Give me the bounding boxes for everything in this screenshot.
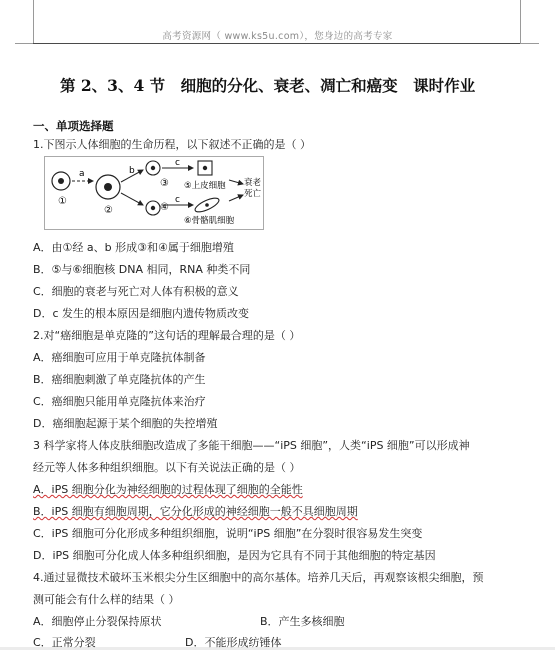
q3-stem-line-1: 3 科学家将人体皮肤细胞改造成了多能干细胞——“iPS 细胞”，人类“iPS 细胞”可以形成神	[33, 439, 470, 452]
muscle-cell-label: ⑥骨骼肌细胞	[184, 216, 235, 226]
q2-stem: 2.对“癌细胞是单克隆的”这句话的理解最合理的是（ ）	[33, 329, 301, 342]
section-heading: 一、单项选择题	[33, 119, 114, 133]
q1-option-c: C．细胞的衰老与死亡对人体有积极的意义	[33, 285, 239, 298]
q4-option-d: D．不能形成纺锤体	[185, 636, 282, 649]
cell-lifecycle-svg	[45, 157, 263, 229]
q4-option-c: C．正常分裂	[33, 636, 96, 649]
cell-2-label: ②	[104, 205, 113, 216]
arrow-c2-label: c	[175, 195, 180, 205]
q2-option-a: A．癌细胞可应用于单克隆抗体制备	[33, 351, 206, 364]
arrow-a-label: a	[79, 169, 85, 179]
q1-option-d: D．c 发生的根本原因是细胞内遗传物质改变	[33, 307, 250, 320]
q4-option-a: A．细胞停止分裂保持原状	[33, 615, 162, 628]
q2-option-c: C．癌细胞只能用单克隆抗体来治疗	[33, 395, 206, 408]
cell-lifecycle-diagram	[44, 156, 264, 230]
q3-stem-line-2: 经元等人体多种组织细胞。以下有关说法正确的是（ ）	[33, 461, 301, 474]
q1-option-b: B．⑤与⑥细胞核 DNA 相同，RNA 种类不同	[33, 263, 251, 276]
q2-option-b: B．癌细胞刺激了单克隆抗体的产生	[33, 373, 206, 386]
cell-1-label: ①	[58, 196, 67, 207]
header-text: 高考资源网（ www.ks5u.com），您身边的高考专家	[162, 31, 393, 42]
arrow-c1-label: c	[175, 158, 180, 168]
q4-option-b: B．产生多核细胞	[260, 615, 345, 628]
header-rule	[33, 43, 520, 44]
q3-option-b: B．iPS 细胞有细胞周期，它分化形成的神经细胞一般不具细胞周期	[33, 505, 358, 518]
cell-4-label: ④	[160, 202, 169, 213]
q3-option-a: A．iPS 细胞分化为神经细胞的过程体现了细胞的全能性	[33, 483, 303, 496]
q3-option-d: D．iPS 细胞可分化成人体多种组织细胞，是因为它具有不同于其他细胞的特定基因	[33, 549, 436, 562]
epithelial-cell-label: ⑤上皮细胞	[184, 181, 226, 191]
death-label: 死亡	[244, 189, 262, 199]
q1-stem: 1.下图示人体细胞的生命历程，以下叙述不正确的是（ ）	[33, 138, 311, 151]
q1-option-a: A．由①经 a、b 形成③和④属于细胞增殖	[33, 241, 234, 254]
q4-stem-line-2: 测可能会有什么样的结果（ ）	[33, 593, 180, 606]
q3-option-c: C．iPS 细胞可分化形成多种组织细胞，说明“iPS 细胞”在分裂时很容易发生突变	[33, 527, 423, 540]
q2-option-d: D．癌细胞起源于某个细胞的失控增殖	[33, 417, 218, 430]
q4-stem-line-1: 4.通过显微技术破坏玉米根尖分生区细胞中的高尔基体。培养几天后，再观察该根尖细胞，预	[33, 571, 484, 584]
aging-label: 衰老	[244, 178, 262, 188]
cell-3-label: ③	[160, 178, 169, 189]
page-title: 第 2、3、4 节 细胞的分化、衰老、凋亡和癌变 课时作业	[60, 76, 476, 95]
arrow-b-label: b	[129, 166, 135, 176]
